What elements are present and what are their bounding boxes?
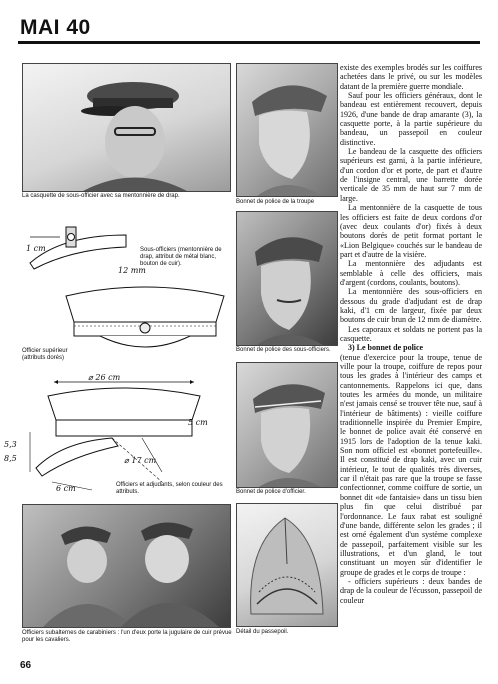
label-crown-diameter: ⌀ 26 cm [88,373,121,382]
label-band-diameter: ⌀ 17 cm [124,456,157,465]
photo-troop-bonnet [236,63,338,197]
caption-nco-strap: Sous-officiers (mentonnière de drap, attribut de métal blanc, bouton de cuir). [140,247,222,267]
label-left-measure-1: 5,3 [4,440,17,449]
article-paragraph: La mentonnière des sous-officiers en dessous du grade d'adjudant est de drap kaki, d'1 cm de largeur, fixée par deux boutons de cuir brun de 12 mm de diamètre. [340,287,482,325]
caption-carabiniers: Officiers subalternes de carabiniers : l'un d'eux porte la jugulaire de cuir prévue pour les cavaliers. [22,630,232,643]
photo-officer-bonnet [236,362,338,488]
article-paragraph: Les caporaux et soldats ne portent pas la casquette. [340,324,482,343]
article-paragraph: - officiers supérieurs : deux bandes de drap de la couleur de l'écusson, passepoil de couleur [340,576,482,605]
caption-nco-bonnet: Bonnet de police des sous-officiers. [236,347,331,353]
caption-piping-detail: Détail du passepoil. [236,629,289,635]
page-header-title: MAI 40 [20,16,91,39]
header-rule [18,41,480,44]
label-button-diameter: 12 mm [118,266,146,275]
article-body [340,63,482,605]
article-paragraph: Sauf pour les officiers généraux, dont le bandeau est entièrement recouvert, depuis 1926, d'une bande de drap amarante (3), la casquette porte, à la partie supérieure du bandeau, un passepoil en couleur distinctive. [340,91,482,147]
caption-officer-bonnet: Bonnet de police d'officier. [236,489,306,495]
section-heading: 3) Le bonnet de police [348,343,424,353]
article-paragraph: La mentonnière de la casquette de tous les officiers est faite de deux cordons d'or (avec deux coulants d'or) fixés à deux boutons dorés de petit format portant le «Lion Belgique» couchés sur le bandeau de part et d'autre de la visière. [340,203,482,259]
page-number: 66 [20,660,32,671]
diagram-nco-chinstrap [22,205,132,277]
article-paragraph: Le bandeau de la casquette des officiers supérieurs est garni, à la partie inférieure, d'un cordon d'or et porte, de part et d'autre de l'insigne central, une barrette dorée verticale de 35 mm de haut sur 7 mm de large. [340,147,482,203]
photo-nco-cap [22,63,231,192]
article-paragraph: existe des exemples brodés sur les coiffures achetées dans le privé, ou sur les modèles datant de la première guerre mondiale. [340,63,482,91]
photo-nco-bonnet [236,211,338,346]
photo-carabiniers [22,504,231,628]
label-chinstrap-width: 1 cm [26,244,46,253]
label-peak-depth: 5 cm [188,418,208,427]
article-paragraph: (tenue d'exercice pour la troupe, tenue de ville pour la troupe, coiffure de repos pour tous les grades à l'intérieur des camps et cantonnements. Rappelons ici que, dans toutes les armées du monde, un militaire n'est jamais censé se trouver tête nue, sauf à l'intérieur de bâtiments) : vieille coiffure traditionnelle inspirée du Premier Empire, le bonnet de police avait été conservé en 1915 lors de l'adoption de la tenue kaki. Son nom officiel est «bonnet portefeuille». Il est constitué de drap kaki, avec un cuir intérieur, le tout de qualités très diverses, car il n'était pas rare que la troupe se fasse confectionner, comme coiffure de sortie, un bonnet dit «de fantaisie» dans un tissu bien plus fin que celui distribué par l'ordonnance. Le faux rabat est souligné d'une bande, différente selon les grades ; il est orné également d'un système complexe de passepoil, parfaitement visible sur les illustrations, et d'un gland, le tout constituant un moyen sûr d'identifier le groupe de grades et le corps de troupe : [340,352,482,577]
diagram-senior-officer-cap [60,278,230,358]
diagram-officer-cap-dimensions [22,372,232,496]
caption-nco-cap: La casquette de sous-officier avec sa mentonnière de drap. [22,193,180,199]
label-visor-length: 6 cm [56,484,76,493]
caption-senior-officer: Officier supérieur (attributs dorés) [22,348,68,361]
caption-troop-bonnet: Bonnet de police de la troupe [236,199,315,205]
label-left-measure-2: 8,5 [4,454,17,463]
caption-officers-detail: Officiers et adjudants, selon couleur des attributs. [116,482,223,495]
article-paragraph: La mentonnière des adjudants est semblable à celle des officiers, mais d'argent (cordons, coulants, boutons). [340,259,482,287]
photo-piping-detail [236,503,338,627]
